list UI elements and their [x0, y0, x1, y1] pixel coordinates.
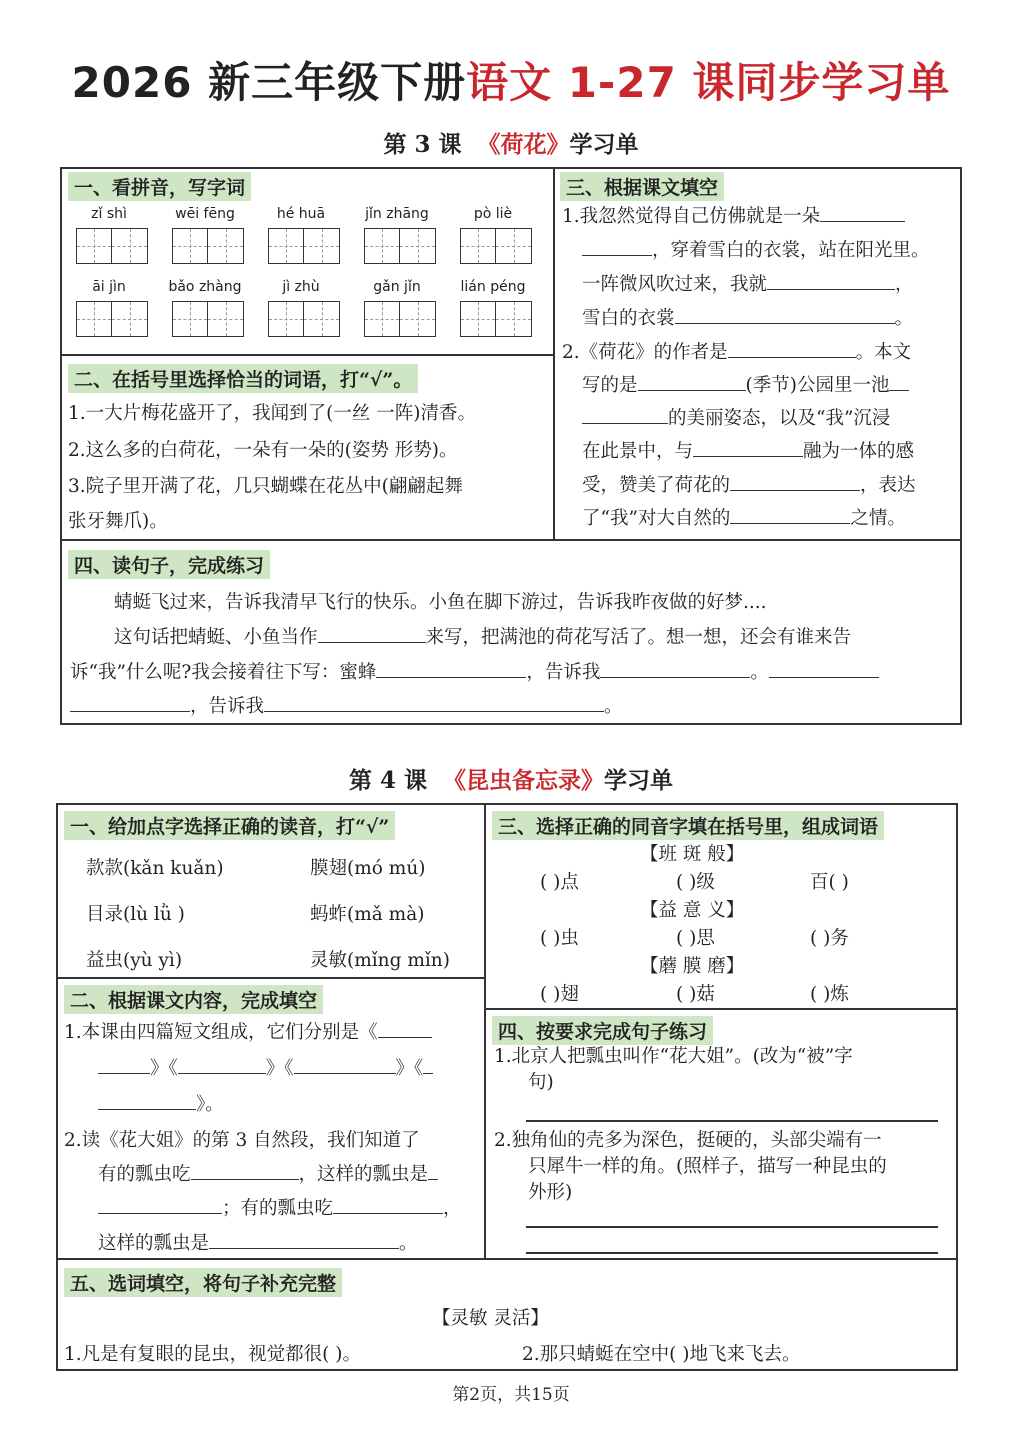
reading-item[interactable]: 膜翅(mó mú) [310, 858, 426, 879]
section-header: 一、给加点字选择正确的读音，打“√” [64, 811, 395, 840]
text: 》《 [150, 1058, 178, 1079]
answer-blank[interactable] [730, 470, 860, 491]
fill-line [70, 656, 879, 689]
writing-cell[interactable] [400, 228, 436, 264]
answer-line[interactable] [526, 1226, 938, 1228]
pinyin-text: wēi fēng [175, 206, 235, 222]
text: ，表达 [860, 475, 916, 496]
pinyin-item [166, 279, 244, 337]
writing-cell[interactable] [364, 228, 400, 264]
text: ，穿着雪白的衣裳，站在阳光里。 [652, 240, 930, 261]
lesson4-label: 第 4 课 [348, 767, 427, 794]
lesson4-suffix: 学习单 [604, 767, 674, 794]
text: 融为一体的感 [803, 441, 915, 462]
writing-cell[interactable] [208, 228, 244, 264]
fill-line [98, 1088, 224, 1121]
passage-line: 蜻蜓飞过来，告诉我清早飞行的快乐。小鱼在脚下游过，告诉我昨夜做的好梦.... [114, 592, 767, 613]
text: 这句话把蜻蜓、小鱼当作 [114, 627, 318, 648]
writing-cell[interactable] [208, 301, 244, 337]
writing-cell[interactable] [496, 301, 532, 337]
answer-blank[interactable] [191, 1159, 299, 1180]
text: 》《 [265, 1058, 294, 1079]
pinyin-item [454, 279, 532, 337]
fill-line [562, 200, 905, 233]
char-group: 【班 斑 般】 [640, 844, 745, 865]
question-line: 2.读《花大姐》的第 3 自然段，我们知道了 [64, 1130, 420, 1151]
fill-line [98, 1052, 433, 1085]
pinyin-item [166, 206, 244, 264]
section-header: 四、读句子，完成练习 [68, 550, 270, 579]
answer-blank[interactable] [582, 235, 652, 256]
pinyin-item [358, 206, 436, 264]
answer-blank[interactable] [638, 370, 746, 391]
pinyin-grid [70, 206, 550, 337]
writing-cell[interactable] [76, 228, 112, 264]
text: 受，赞美了荷花的 [582, 475, 731, 496]
title-black: 2026 新三年级下册 [71, 58, 467, 107]
page-footer: 第2页，共15页 [452, 1385, 570, 1405]
fill-line [98, 1192, 462, 1225]
answer-blank[interactable] [98, 1089, 196, 1110]
fill-line [582, 502, 906, 535]
writing-cell[interactable] [496, 228, 532, 264]
writing-cell[interactable] [172, 301, 208, 337]
lesson3-suffix: 学习单 [569, 131, 639, 158]
pinyin-text: lián péng [460, 279, 526, 295]
text: 。本文 [855, 342, 912, 363]
lesson3-name: 《荷花》 [477, 131, 570, 158]
question-line: 外形) [528, 1182, 573, 1203]
text: 的美丽姿态，以及“我”沉浸 [668, 408, 891, 429]
lesson4-name: 《昆虫备忘录》 [443, 767, 605, 794]
answer-blank[interactable] [376, 657, 526, 678]
writing-cell[interactable] [400, 301, 436, 337]
answer-blank[interactable] [730, 503, 850, 524]
text: 有的瓢虫吃 [98, 1164, 191, 1185]
answer-blank[interactable] [693, 436, 803, 457]
fill-item[interactable]: ( )务 [810, 928, 849, 949]
fill-line [582, 469, 916, 502]
text: ，告诉我 [526, 662, 601, 683]
answer-blank[interactable] [178, 1053, 266, 1074]
text: ；有的瓢虫吃 [222, 1198, 334, 1219]
text: 这样的瓢虫是 [98, 1233, 210, 1254]
text: 诉“我”什么呢?我会接着往下写：蜜蜂 [70, 662, 377, 683]
pinyin-item [262, 206, 340, 264]
divider [484, 804, 486, 1259]
answer-blank[interactable] [70, 691, 190, 712]
fill-item[interactable]: ( )菇 [676, 984, 715, 1005]
section-header: 二、根据课文内容，完成填空 [64, 985, 323, 1014]
answer-blank[interactable] [582, 403, 668, 424]
lesson3-label: 第 3 课 [383, 131, 462, 158]
writing-cell[interactable] [460, 301, 496, 337]
question-line: 1.凡是有复眼的昆虫，视觉都很( )。 [64, 1344, 361, 1365]
question-line: 句) [528, 1072, 554, 1093]
fill-line [582, 369, 909, 402]
lesson3-heading [0, 126, 1022, 159]
pinyin-text: pò liè [473, 206, 513, 222]
char-group: 【益 意 义】 [640, 900, 745, 921]
question-line: 2.这么多的白荷花，一朵有一朵的(姿势 形势)。 [68, 440, 458, 461]
fill-line [64, 1016, 432, 1049]
question-line: 只犀牛一样的角。(照样子，描写一种昆虫的 [528, 1156, 887, 1177]
char-group: 【蘑 膜 磨】 [640, 956, 745, 977]
divider [61, 354, 554, 356]
answer-blank[interactable] [378, 1017, 432, 1038]
writing-cell[interactable] [112, 228, 148, 264]
pinyin-text: zǐ shì [91, 206, 127, 222]
question-line: 2.独角仙的壳多为深色，挺硬的，头部尖端有一 [494, 1130, 882, 1151]
reading-item[interactable]: 目录(lù lǜ ) [86, 904, 185, 925]
reading-item[interactable]: 蚂蚱(mǎ mà) [310, 904, 425, 925]
fill-line [582, 234, 930, 267]
fill-item[interactable]: ( )翅 [540, 984, 579, 1005]
text: 。 [604, 696, 623, 717]
fill-item[interactable]: ( )思 [676, 928, 715, 949]
lesson4-heading [0, 762, 1022, 795]
section-header: 三、选择正确的同音字填在括号里，组成词语 [492, 811, 884, 840]
answer-line[interactable] [526, 1120, 938, 1122]
writing-cell[interactable] [268, 228, 304, 264]
question-line: 张牙舞爪)。 [68, 511, 168, 532]
reading-item[interactable]: 益虫(yù yì) [86, 950, 183, 971]
writing-cell[interactable] [172, 228, 208, 264]
page-title [0, 50, 1022, 110]
fill-item[interactable]: ( )点 [540, 872, 579, 893]
section-header: 五、选词填空，将句子补充完整 [64, 1268, 342, 1297]
text: 》《 [395, 1058, 424, 1079]
pinyin-text: hé huā [276, 206, 326, 222]
pinyin-item [262, 279, 340, 337]
text: ，这样的瓢虫是 [298, 1164, 429, 1185]
question-line: 1.北京人把瓢虫叫作“花大姐”。(改为“被”字 [494, 1046, 853, 1067]
reading-item[interactable]: 灵敏(mǐng mǐn) [310, 950, 450, 971]
section-header: 一、看拼音，写字词 [68, 172, 251, 201]
answer-blank[interactable] [675, 303, 895, 324]
fill-line [114, 621, 851, 654]
answer-blank[interactable] [98, 1053, 150, 1074]
pinyin-text: āi jìn [92, 279, 126, 295]
text: 。 [399, 1233, 418, 1254]
answer-blank[interactable] [769, 657, 879, 678]
writing-cell[interactable] [460, 228, 496, 264]
pinyin-text: gǎn jǐn [373, 279, 421, 295]
section-header: 四、按要求完成句子练习 [492, 1016, 713, 1045]
divider [61, 539, 961, 541]
pinyin-text: bǎo zhàng [168, 279, 242, 295]
title-red: 语文 1-27 课同步学习单 [466, 58, 951, 107]
text: 一阵微风吹过来，我就 [582, 274, 768, 295]
pinyin-item [454, 206, 532, 264]
text: 。 [894, 308, 914, 329]
answer-blank[interactable] [294, 1053, 396, 1074]
text: 写的是 [582, 375, 638, 396]
pinyin-item [70, 206, 148, 264]
fill-line [582, 302, 913, 335]
fill-item[interactable]: ( )虫 [540, 928, 579, 949]
fill-item[interactable]: ( )炼 [810, 984, 849, 1005]
reading-item[interactable]: 款款(kǎn kuǎn) [86, 858, 224, 879]
fill-item[interactable]: 百( ) [810, 872, 849, 893]
fill-line [562, 336, 911, 369]
text: 来写，把满池的荷花写活了。想一想，还会有谁来告 [425, 627, 852, 648]
answer-blank[interactable] [264, 691, 604, 712]
pinyin-item [70, 279, 148, 337]
answer-blank[interactable] [889, 370, 909, 391]
text: ，告诉我 [190, 696, 265, 717]
word-options: 【灵敏 灵活】 [432, 1308, 549, 1329]
section-header: 二、在括号里选择恰当的词语，打“√”。 [68, 364, 418, 393]
answer-blank[interactable] [600, 657, 750, 678]
fill-line [582, 435, 914, 468]
text: 2.《荷花》的作者是 [562, 342, 728, 363]
text: 。 [750, 662, 769, 683]
text: 》。 [196, 1094, 224, 1115]
answer-blank[interactable] [820, 201, 905, 222]
text: 在此景中，与 [582, 441, 694, 462]
answer-blank[interactable] [423, 1053, 433, 1074]
writing-cell[interactable] [304, 301, 340, 337]
answer-blank[interactable] [728, 337, 856, 358]
question-line: 1.一大片梅花盛开了，我闻到了(一丝 一阵)清香。 [68, 403, 476, 424]
answer-blank[interactable] [98, 1193, 222, 1214]
answer-blank[interactable] [428, 1159, 438, 1180]
answer-blank[interactable] [318, 622, 426, 643]
text: 雪白的衣裳 [582, 308, 675, 329]
pinyin-item [358, 279, 436, 337]
question-line: 3.院子里开满了花，几只蝴蝶在花丛中(翩翩起舞 [68, 476, 463, 497]
answer-blank[interactable] [767, 269, 895, 290]
fill-line [98, 1158, 438, 1191]
fill-line [98, 1227, 418, 1260]
text: 了“我”对大自然的 [582, 508, 731, 529]
pinyin-text: jì zhù [282, 279, 320, 295]
text: 1.我忽然觉得自己仿佛就是一朵 [562, 206, 821, 227]
fill-line [582, 268, 914, 301]
writing-cell[interactable] [364, 301, 400, 337]
writing-cell[interactable] [112, 301, 148, 337]
writing-cell[interactable] [268, 301, 304, 337]
text: (季节)公园里一池 [745, 375, 890, 396]
answer-line[interactable] [526, 1252, 938, 1254]
answer-blank[interactable] [333, 1193, 443, 1214]
writing-cell[interactable] [304, 228, 340, 264]
section-header: 三、根据课文填空 [560, 172, 724, 201]
text: ， [895, 274, 914, 295]
text: 1.本课由四篇短文组成，它们分别是《 [64, 1022, 378, 1043]
text: ， [443, 1198, 462, 1219]
text: 之情。 [850, 508, 906, 529]
divider [57, 977, 485, 979]
pinyin-text: jǐn zhāng [365, 206, 429, 222]
fill-line [582, 402, 890, 435]
fill-line [70, 690, 623, 723]
fill-item[interactable]: ( )级 [676, 872, 715, 893]
writing-cell[interactable] [76, 301, 112, 337]
question-line: 2.那只蜻蜓在空中( )地飞来飞去。 [522, 1344, 801, 1365]
answer-blank[interactable] [209, 1228, 399, 1249]
